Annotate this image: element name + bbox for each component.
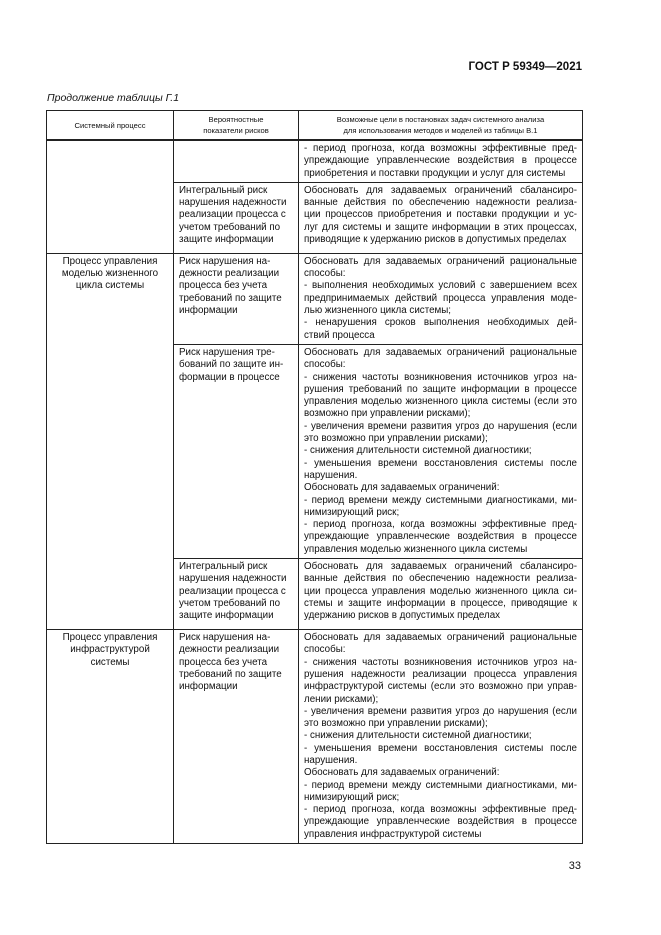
risk-goals-table xyxy=(46,110,583,844)
goal-line: - снижения частоты возникновения источников угроз на- xyxy=(304,371,577,383)
goal-line: приводящие к удержанию рисков в допустимых пределах xyxy=(304,234,567,246)
column-header-line: Возможные цели в постановках задач системного анализа xyxy=(336,115,545,124)
goal-line: ции процесса управления моделью жизненного цикла си- xyxy=(304,585,577,597)
risk-indicator-line: реализации процесса с xyxy=(179,585,286,597)
risk-indicator-line: Риск нарушения на- xyxy=(179,632,271,644)
risk-indicator-cell xyxy=(174,253,299,344)
goal-line: способы: xyxy=(304,268,346,280)
risk-indicator-line: нарушения надежности xyxy=(179,573,287,585)
goal-line: нимизирующий риск; xyxy=(304,791,400,803)
goal-line: инфраструктурой системы (если это возможно при управ- xyxy=(304,681,577,693)
goals-cell xyxy=(299,140,583,182)
goal-line: ванные действия по обеспечению надежности реализа- xyxy=(304,197,577,209)
goal-line: - период прогноза, когда возможны эффективные пред- xyxy=(304,519,577,531)
risk-indicator-cell xyxy=(174,140,299,182)
system-process-cell xyxy=(47,140,174,253)
column-header-indicators xyxy=(174,111,299,141)
goal-line: - уменьшения времени восстановления системы после xyxy=(304,457,577,469)
goal-line: управления инфраструктурой системы xyxy=(304,828,482,840)
goal-line: - снижения частоты возникновения источников угроз на- xyxy=(304,656,577,668)
goal-line: Обосновать для задаваемых ограничений рациональные xyxy=(304,632,577,644)
goal-line: нарушения. xyxy=(304,469,358,481)
risk-indicator-line: Риск нарушения тре- xyxy=(179,346,275,358)
goal-line: - период прогноза, когда возможны эффективные пред- xyxy=(304,143,577,154)
goal-line: - период времени между системными диагностиками, ми- xyxy=(304,779,577,791)
goal-line: - ненарушения сроков выполнения необходимых дей- xyxy=(304,317,577,329)
risk-indicator-cell xyxy=(174,344,299,558)
risk-indicator-line: нарушения надежности xyxy=(179,197,287,209)
document-code: ГОСТ Р 59349—2021 xyxy=(468,61,582,73)
goal-line: - уменьшения времени восстановления системы после xyxy=(304,742,577,754)
goal-line: приобретения и поставки продукции и услуг для системы xyxy=(304,167,566,179)
goal-line: это возможно при управлении рисками); xyxy=(304,433,488,445)
column-header-line: Системный процесс xyxy=(74,120,146,130)
goal-line: упреждающие управленческие воздействия в процессе xyxy=(304,531,577,543)
risk-indicator-line: бований по защите ин- xyxy=(179,359,284,371)
risk-indicator-line: процесса без учета xyxy=(179,656,268,668)
goal-line: - выполнения необходимых условий с завершением всех xyxy=(304,280,577,292)
goal-line: - увеличения времени развития угроз до нарушения (если xyxy=(304,420,577,432)
risk-indicator-line: информации xyxy=(179,681,238,693)
risk-indicator-cell xyxy=(174,182,299,253)
risk-indicator-line: процесса без учета xyxy=(179,280,268,292)
risk-indicator-line: требований по защите xyxy=(179,292,282,304)
goal-line: Обосновать для задаваемых ограничений: xyxy=(304,482,500,494)
goal-line: - снижения длительности системной диагностики; xyxy=(304,730,532,742)
goal-line: рушения надежности реализации процесса управления xyxy=(304,668,577,680)
goals-cell xyxy=(299,630,583,844)
table-row xyxy=(47,253,583,344)
risk-indicator-line: Риск нарушения на- xyxy=(179,255,271,267)
system-process-line: моделью жизненного xyxy=(61,268,159,280)
risk-indicator-line: дежности реализации xyxy=(179,268,280,280)
goal-line: стемы и защите информации в процессе, приводящие к xyxy=(304,597,577,609)
risk-indicator-line: защите информации xyxy=(179,610,274,622)
risk-indicator-line: формации в процессе xyxy=(179,371,280,383)
goal-line: Обосновать для задаваемых ограничений сбалансиро- xyxy=(304,561,577,573)
goal-line: нимизирующий риск; xyxy=(304,506,400,518)
goals-cell xyxy=(299,559,583,630)
goal-line: лью жизненного цикла системы; xyxy=(304,305,452,317)
risk-indicator-line: учетом требований по xyxy=(179,597,281,609)
goal-line: это возможно при управлении рисками); xyxy=(304,718,488,730)
column-header-line: показатели рисков xyxy=(203,126,269,135)
goal-line: упреждающие управленческие воздействия в процессе xyxy=(304,155,577,167)
goals-cell xyxy=(299,253,583,344)
goal-line: упреждающие управленческие воздействия в процессе xyxy=(304,816,577,828)
goal-line: Обосновать для задаваемых ограничений рациональные xyxy=(304,255,577,267)
page-number: 33 xyxy=(568,860,581,872)
goal-line: удержанию рисков в допустимых пределах xyxy=(304,610,501,622)
table-header-row xyxy=(47,111,583,141)
column-header-goals xyxy=(299,111,583,141)
goal-line: способы: xyxy=(304,359,346,371)
goal-line: - увеличения времени развития угроз до нарушения (если xyxy=(304,705,577,717)
system-process-line: системы xyxy=(90,656,130,668)
goals-cell xyxy=(299,344,583,558)
system-process-line: Процесс управления xyxy=(62,255,158,267)
risk-indicator-line: учетом требований по xyxy=(179,221,281,233)
column-header-line: Вероятностные xyxy=(208,115,264,124)
system-process-line: Процесс управления xyxy=(62,632,158,644)
goal-line: рушения требований по защите информации в процессе xyxy=(304,383,577,395)
goal-line: лении рисками); xyxy=(304,693,379,705)
risk-indicator-cell xyxy=(174,630,299,844)
goals-cell xyxy=(299,182,583,253)
goal-line: луг для системы и защите информации в этих процессах, xyxy=(304,221,577,233)
risk-indicator-line: реализации процесса с xyxy=(179,209,286,221)
goal-line: способы: xyxy=(304,644,346,656)
risk-indicator-line: требований по защите xyxy=(179,668,282,680)
goal-line: Обосновать для задаваемых ограничений рациональные xyxy=(304,346,577,358)
table-row xyxy=(47,630,583,844)
goal-line: нарушения. xyxy=(304,754,358,766)
goal-line: управления моделью жизненного цикла системы (если это xyxy=(304,396,577,408)
column-header-process xyxy=(47,111,174,141)
goal-line: ции процессов приобретения и поставки продукции и ус- xyxy=(304,209,577,221)
goal-line: ванные действия по обеспечению надежности реализа- xyxy=(304,573,577,585)
goal-line: предпринимаемых действий процесса управления моде- xyxy=(304,292,577,304)
table-row xyxy=(47,140,583,182)
risk-indicator-line: Интегральный риск xyxy=(179,561,268,573)
goal-line: Обосновать для задаваемых ограничений сбалансиро- xyxy=(304,184,577,196)
goal-line: Обосновать для задаваемых ограничений: xyxy=(304,767,500,779)
risk-indicator-line: Интегральный риск xyxy=(179,184,268,196)
system-process-cell xyxy=(47,253,174,629)
risk-indicator-line: дежности реализации xyxy=(179,644,280,656)
goal-line: возможно при управлении рисками); xyxy=(304,408,471,420)
system-process-line: инфраструктурой xyxy=(70,644,150,656)
goal-line: ствий процесса xyxy=(304,329,375,341)
risk-indicator-line: защите информации xyxy=(179,234,274,246)
system-process-cell xyxy=(47,630,174,844)
table-caption: Продолжение таблицы Г.1 xyxy=(47,92,180,104)
risk-indicator-line: информации xyxy=(179,305,238,317)
goal-line: - снижения длительности системной диагностики; xyxy=(304,445,532,457)
system-process-line: цикла системы xyxy=(75,280,145,292)
goal-line: - период прогноза, когда возможны эффективные пред- xyxy=(304,804,577,816)
goal-line: - период времени между системными диагностиками, ми- xyxy=(304,494,577,506)
column-header-line: для использования методов и моделей из таблицы В.1 xyxy=(343,126,538,135)
risk-indicator-cell xyxy=(174,559,299,630)
goal-line: управления моделью жизненного цикла системы xyxy=(304,543,528,555)
